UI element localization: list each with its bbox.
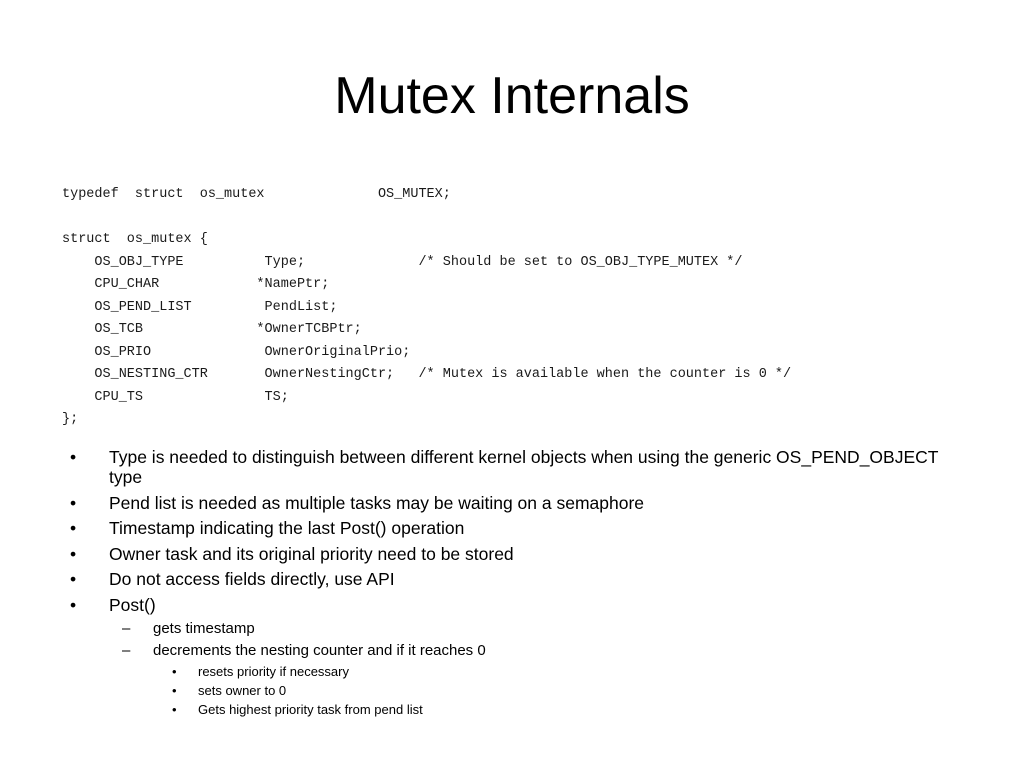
- dash-marker: –: [122, 620, 131, 637]
- sub-bullet-item: [70, 642, 950, 660]
- sub-sub-bullet-text: sets owner to 0: [198, 683, 287, 698]
- sub-bullet-item: [70, 620, 950, 638]
- bullet-marker: •: [70, 518, 77, 538]
- sub-sub-bullet-item: [70, 683, 950, 699]
- code-line: [62, 207, 791, 230]
- bullet-marker: •: [172, 702, 177, 717]
- code-line: struct os_mutex {: [62, 232, 208, 247]
- code-line: typedef struct os_mutex OS_MUTEX;: [62, 187, 451, 202]
- bullet-marker: •: [70, 543, 77, 564]
- bullet-text: Pend list is needed as multiple tasks may be waiting on a semaphore: [109, 492, 645, 513]
- bullet-marker: •: [172, 664, 177, 679]
- bullet-marker: •: [70, 447, 77, 467]
- sub-bullet-text: decrements the nesting counter and if it reaches 0: [153, 642, 486, 659]
- bullet-marker: •: [172, 683, 177, 698]
- sub-sub-bullet-text: Gets highest priority task from pend list: [198, 702, 423, 717]
- bullet-item: [70, 544, 950, 564]
- bullet-item: [70, 595, 950, 615]
- code-line: OS_TCB *OwnerTCBPtr;: [62, 322, 362, 337]
- bullet-item: [70, 518, 950, 538]
- code-line: OS_NESTING_CTR OwnerNestingCtr; /* Mutex is available when the counter is 0 */: [62, 367, 792, 382]
- code-line: CPU_TS TS;: [62, 389, 289, 405]
- dash-marker: –: [122, 642, 131, 659]
- sub-sub-bullet-item: [70, 664, 950, 680]
- bullet-marker: •: [70, 492, 77, 513]
- bullet-marker: •: [70, 569, 77, 589]
- bullet-item: [70, 447, 950, 487]
- bullet-text: Do not access fields directly, use API: [109, 569, 395, 589]
- bullet-item: [70, 569, 950, 589]
- bullet-list: [70, 447, 950, 721]
- code-line: OS_OBJ_TYPE Type; /* Should be set to OS_OBJ_TYPE_MUTEX */: [62, 254, 743, 270]
- code-block: [62, 184, 791, 432]
- code-line: };: [62, 412, 79, 427]
- slide-title: Mutex Internals: [334, 67, 690, 125]
- bullet-text: Owner task and its original priority need to be stored: [109, 543, 514, 564]
- sub-sub-bullet-text: resets priority if necessary: [198, 664, 349, 679]
- code-line: OS_PRIO OwnerOriginalPrio;: [62, 344, 411, 360]
- bullet-text: Type is needed to distinguish between different kernel objects when using the generic OS_PEND_OBJECT type: [109, 447, 939, 487]
- bullet-item: [70, 493, 950, 513]
- code-line: OS_PEND_LIST PendList;: [62, 299, 338, 315]
- sub-sub-bullet-item: [70, 702, 950, 718]
- bullet-marker: •: [70, 594, 77, 615]
- bullet-text: Post(): [109, 594, 156, 615]
- sub-bullet-text: gets timestamp: [153, 620, 255, 637]
- bullet-text: Timestamp indicating the last Post() operation: [109, 518, 465, 538]
- code-line: CPU_CHAR *NamePtr;: [62, 277, 330, 292]
